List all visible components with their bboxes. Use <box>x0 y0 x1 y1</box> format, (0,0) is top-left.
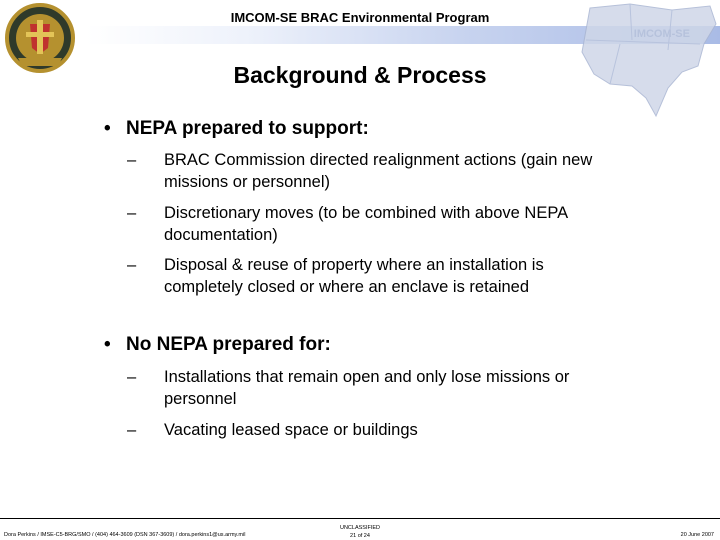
subitem-installations-open <box>127 366 607 410</box>
bullet-text: NEPA prepared to support: <box>126 118 369 139</box>
bullet-no-nepa <box>104 334 331 356</box>
subitem-text: BRAC Commission directed realignment actions (gain new missions or personnel) <box>164 151 593 191</box>
subitem-text: Installations that remain open and only lose missions or personnel <box>164 368 570 408</box>
dash-marker: – <box>127 256 137 274</box>
dash-marker: – <box>127 151 137 169</box>
page-number: 21 of 24 <box>350 533 370 539</box>
southeast-region-map-icon <box>560 0 720 120</box>
bullet-marker: • <box>104 118 111 139</box>
subitem-disposal-reuse <box>127 254 607 298</box>
footer-divider <box>0 518 720 519</box>
bullet-marker: • <box>104 334 111 355</box>
footer-classification-block <box>320 524 400 540</box>
dash-marker: – <box>127 421 137 439</box>
footer-contact: Dora Perkins / IMSE-C5-BRG/SMO / (404) 464-3609 (DSN 367-3609) / dora.perkins1@us.army.mil <box>4 532 246 538</box>
dash-marker: – <box>127 204 137 222</box>
subitem-brac-realignment <box>127 149 607 193</box>
classification-label: UNCLASSIFIED <box>339 525 381 531</box>
slide-title: Background & Process <box>233 62 487 88</box>
subitem-vacating-leased <box>127 419 607 441</box>
dash-marker: – <box>127 368 137 386</box>
subitem-discretionary-moves <box>127 202 607 246</box>
bullet-nepa-prepared <box>104 118 369 140</box>
subitem-text: Vacating leased space or buildings <box>164 421 418 439</box>
subitem-text: Discretionary moves (to be combined with above NEPA documentation) <box>164 204 568 244</box>
bullet-text: No NEPA prepared for: <box>126 334 331 355</box>
subitem-text: Disposal & reuse of property where an installation is completely closed or where an enclave is retained <box>164 256 544 296</box>
footer-date: 20 June 2007 <box>680 532 714 538</box>
program-title: IMCOM-SE BRAC Environmental Program <box>230 10 490 25</box>
